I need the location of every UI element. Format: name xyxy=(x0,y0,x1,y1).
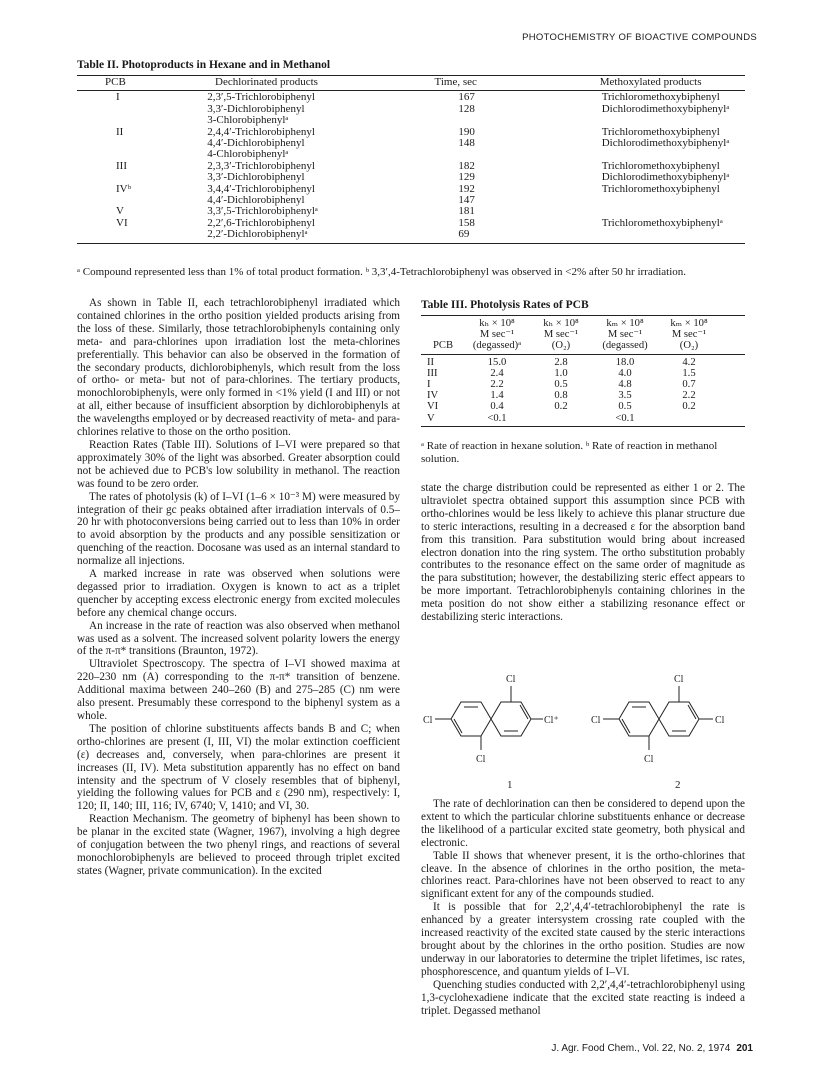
table3-footnote: ᵃ Rate of reaction in hexane solution. ᵇ Rate of reaction in methanol solution. xyxy=(421,440,718,465)
structure-2-cl-top: Cl xyxy=(674,674,684,685)
table3-cell: 2.2 xyxy=(490,379,504,391)
table2-cell xyxy=(77,115,203,126)
table2-row xyxy=(77,138,745,149)
table2-cell: III xyxy=(116,159,127,172)
right-paragraph: It is possible that for 2,2′,4,4′-tetrachlorobiphenyl the rate is enhanced by a greater intersystem crossing rate coupled with the increased reactivity of the excited state caused by the steric interactions brought about by the chlorines in the ortho position. Studies are now underway in our laboratories to determine the triplet lifetimes, isc rates, phosphorescence, and quantum yields of I–VI. xyxy=(421,901,745,978)
table2-cell: Trichloromethoxybiphenyl xyxy=(601,159,720,172)
page-number: 201 xyxy=(736,1043,753,1054)
table3-body xyxy=(421,355,745,427)
table2-cell: V xyxy=(116,205,124,218)
table2-cell xyxy=(77,149,203,160)
table3-cell: 0.2 xyxy=(682,401,696,413)
structure-1-cl-left: Cl xyxy=(423,715,433,726)
structure-1-cl-plus: Cl⁺ xyxy=(544,715,559,726)
table3-header-line: kₕ × 10⁸ xyxy=(479,318,515,329)
left-paragraph: The rates of photolysis (k) of I–VI (1–6 × 10⁻³ M) were measured by integration of their gc peaks obtained after irradiation intervals of 0.5–20 hr with photoconversions being carried out to less than 10% in order to avoid absorption by the products and any possible sensitization or quenching of the reaction. Docosane was used as an internal standard to normalize all injections. xyxy=(77,490,400,568)
table3-header-line: M sec⁻¹ xyxy=(543,329,579,341)
table2-cell: 4,4′-Dichlorobiphenyl xyxy=(207,194,305,207)
table3-cell: 1.4 xyxy=(490,390,504,402)
left-paragraph: Reaction Mechanism. The geometry of biphenyl has been shown to be planar in the excited state (Wagner, 1967), involving a high degree of conjugation between the two phenyl rings, and reactions of several monochlorobiphenyls are believed to proceed through triplet excited states (Wagner, private communication). In the excited xyxy=(77,813,400,877)
structure-1-label: 1 xyxy=(507,779,513,791)
table3-cell: II xyxy=(427,356,435,368)
table2-cell: 3,3′,5-Trichlorobiphenylᵃ xyxy=(207,205,318,218)
table2-footnote: ᵃ Compound represented less than 1% of total product formation. ᵇ 3,3′,4-Tetrachlorobiphenyl was observed in <2% after 50 hr irradiation. xyxy=(77,266,687,278)
table2-cell: Trichloromethoxybiphenyl xyxy=(601,125,720,138)
table3-caption: Table III. Photolysis Rates of PCB xyxy=(421,299,589,311)
right-paragraph: Quenching studies conducted with 2,2′,4,4′-tetrachlorobiphenyl using 1,3-cyclohexadiene indicate that the excited state reacting is indeed a triplet. Degassed methanol xyxy=(421,978,745,1017)
table2-cell: 167 xyxy=(458,91,475,104)
table3-cell: 0.8 xyxy=(554,390,568,402)
table2-cell: II xyxy=(116,125,124,138)
table2-cell: 2,3′,5-Trichlorobiphenyl xyxy=(207,91,315,104)
table3-header-line: PCB xyxy=(432,340,454,352)
table2-row xyxy=(77,229,745,240)
table2-cell: 2,3,3′-Trichlorobiphenyl xyxy=(207,159,315,172)
table2-row xyxy=(77,218,745,229)
table2-cell: 3,3′-Dichlorobiphenyl xyxy=(207,171,305,184)
table2-cell: Trichloromethoxybiphenyl xyxy=(601,91,720,104)
structure-2-label: 2 xyxy=(675,779,681,791)
table3-header-cell xyxy=(529,318,593,352)
table2-cell: 129 xyxy=(458,171,475,184)
table2-cell: 3,4,4′-Trichlorobiphenyl xyxy=(207,182,315,195)
table3-cell: 15.0 xyxy=(487,356,507,368)
table3-row xyxy=(421,401,745,412)
table2-cell xyxy=(376,149,601,160)
structure-2-cl-bottom: Cl xyxy=(644,754,654,765)
table3-header-cell xyxy=(421,318,465,352)
table3-cell: IV xyxy=(427,390,439,402)
table3-cell: I xyxy=(427,379,431,391)
table3-header-line: kₘ × 10⁸ xyxy=(670,318,708,329)
page-footer xyxy=(551,1043,753,1054)
table3-row xyxy=(421,357,745,368)
table2-cell: Dichlorodimethoxybiphenylᵃ xyxy=(601,137,730,150)
table2-row xyxy=(77,195,745,206)
table3-header-line: kₘ × 10⁸ xyxy=(606,318,644,329)
table2-cell: 148 xyxy=(458,137,475,150)
table2-header-cell: Dechlorinated products xyxy=(215,76,318,88)
table3-cell: 4.0 xyxy=(618,367,632,379)
table3-header-cell xyxy=(593,318,657,352)
table2-row xyxy=(77,104,745,115)
table2-cell: 128 xyxy=(458,102,475,115)
table3-row xyxy=(421,390,745,401)
table2-cell: Dichlorodimethoxybiphenylᵃ xyxy=(601,102,730,115)
table2-cell xyxy=(77,172,203,183)
table3-header-cell xyxy=(657,318,721,352)
structure-2 xyxy=(603,686,713,750)
table3-header-line: kₕ × 10⁸ xyxy=(543,318,579,329)
table2 xyxy=(77,75,745,244)
right-paragraph: state the charge distribution could be represented as either 1 or 2. The ultraviolet spectra obtained support this assumption since PCB with ortho-chlorines would be less likely to achieve this planar structure due to steric interactions, resulting in a decreased ε for the absorption band from this transition. Para substitution would bring about increased electron donation into the ring system. The ortho substitution probably contributes to the resonance effect on the same order of magnitude as the para substitution; however, the destabilizing steric effect appears to be more important. Tetrachlorobiphenyls containing chlorines in the meta position do not show either a stabilizing resonance effect or destabilizing steric interactions. xyxy=(421,482,745,624)
structure-1-cl-top: Cl xyxy=(506,674,516,685)
table2-cell: I xyxy=(116,91,120,104)
table3-header-line: (degassed)ᵃ xyxy=(472,340,522,352)
table3-header-line: M sec⁻¹ xyxy=(607,329,643,341)
table3-cell: 2.2 xyxy=(682,390,696,402)
table2-cell: Trichloromethoxybiphenylᵃ xyxy=(601,216,723,229)
table2-row xyxy=(77,184,745,195)
table2-cell: 2,4,4′-Trichlorobiphenyl xyxy=(207,125,315,138)
table3-cell: 18.0 xyxy=(615,356,635,368)
table2-cell: 2,2′,6-Trichlorobiphenyl xyxy=(207,216,315,229)
table3-row xyxy=(421,379,745,390)
table2-cell: Trichloromethoxybiphenyl xyxy=(601,182,720,195)
table3-cell: 0.2 xyxy=(554,401,568,413)
table3-cell: V xyxy=(427,412,435,424)
table3-cell: VI xyxy=(427,401,439,413)
structure-1-cl-bottom: Cl xyxy=(476,754,486,765)
structure-2-cl-right: Cl xyxy=(715,715,725,726)
table2-cell xyxy=(602,229,745,240)
table3-cell: 1.5 xyxy=(682,367,696,379)
table2-cell: IVᵇ xyxy=(116,182,132,195)
left-paragraph: An increase in the rate of reaction was also observed when methanol was used as a solvent. The increased solvent polarity lowers the energy of the π-π* transitions (Braunton, 1972). xyxy=(77,619,400,658)
right-paragraph: Table II shows that whenever present, it is the ortho-chlorines that cleave. In the absence of chlorines in the ortho position, the meta-chlorines react. Para-chlorines have not been observed to react to any significant extent for any of the compounds studied. xyxy=(421,849,745,901)
table3-header-line: (O₂) xyxy=(551,340,571,352)
table3-header xyxy=(421,315,745,355)
table3-cell: 1.0 xyxy=(554,367,568,379)
table3-header-cell xyxy=(465,318,529,352)
table2-cell xyxy=(602,195,745,206)
table2-cell: 147 xyxy=(458,194,475,207)
table3 xyxy=(421,315,745,427)
chemical-structures xyxy=(421,650,745,810)
table3-cell: 2.8 xyxy=(554,356,568,368)
table3-row xyxy=(421,368,745,379)
table3-cell: <0.1 xyxy=(487,412,507,424)
table2-header-cell: Methoxylated products xyxy=(599,76,702,88)
table2-cell xyxy=(77,195,203,206)
table2-row xyxy=(77,172,745,183)
table2-body xyxy=(77,91,745,243)
table2-cell xyxy=(77,229,203,240)
table2-cell: VI xyxy=(116,216,128,229)
left-column xyxy=(77,297,400,878)
journal-citation: J. Agr. Food Chem., Vol. 22, No. 2, 1974 xyxy=(551,1043,731,1054)
table3-cell: 4.2 xyxy=(682,356,696,368)
table2-cell: 3,3′-Dichlorobiphenyl xyxy=(207,102,305,115)
table3-cell: 3.5 xyxy=(618,390,632,402)
table2-cell: 192 xyxy=(458,182,475,195)
structure-2-cl-left: Cl xyxy=(591,715,601,726)
table2-header xyxy=(77,75,745,91)
table2-caption: Table II. Photoproducts in Hexane and in Methanol xyxy=(77,59,331,71)
table2-cell xyxy=(602,115,745,126)
table2-cell: Dichlorodimethoxybiphenylᵃ xyxy=(601,171,730,184)
left-paragraph: Ultraviolet Spectroscopy. The spectra of I–VI showed maxima at 220–230 nm (A) corresponding to the π-π* transition of benzene. Additional maxima between 240–260 (B) and 275–285 (C) nm were also present. Presumably these correspond to the biphenyl system as a whole. xyxy=(77,658,400,722)
table2-cell: 4-Chlorobiphenylᵃ xyxy=(207,148,289,161)
left-paragraph: Reaction Rates (Table III). Solutions of I–VI were prepared so that approximately 30% of the light was absorbed. Greater absorption could not be achieved due to PCB's low solubility in methanol. The reaction was found to be zero order. xyxy=(77,438,400,490)
table3-cell: 0.4 xyxy=(490,401,504,413)
table2-cell: 158 xyxy=(458,216,475,229)
left-paragraph: A marked increase in rate was observed when solutions were degassed prior to irradiation. Oxygen is known to act as a triplet quencher by accepting excess electronic energy from excited molecules before any chemical change occurs. xyxy=(77,568,400,619)
right-column-lower xyxy=(421,798,745,1017)
table2-cell: 3-Chlorobiphenylᵃ xyxy=(207,114,289,127)
left-paragraph: The position of chlorine substituents affects bands B and C; when ortho-chlorines are present (I, III, VI) the molar extinction coefficient (ε) decreases and, conversely, when para-chlorines are present it increases (II, IV). Meta substitution apparently has no effect on band intensity and the spectrum of V closely resembles that of biphenyl, yielding the following values for PCB and ε (290 nm), respectively: I, 120; II, 140; III, 116; IV, 6740; V, 1410; and VI, 30. xyxy=(77,722,400,813)
table3-cell: 0.5 xyxy=(618,401,632,413)
running-head: PHOTOCHEMISTRY OF BIOACTIVE COMPOUNDS xyxy=(522,32,757,43)
table2-cell: 181 xyxy=(458,205,475,218)
table3-cell: 4.8 xyxy=(618,379,632,391)
table3-header-line: M sec⁻¹ xyxy=(671,329,707,341)
table2-header-cell: Time, sec xyxy=(434,76,477,88)
table3-cell xyxy=(529,413,593,424)
left-paragraph: As shown in Table II, each tetrachlorobiphenyl irradiated which contained chlorines in the ortho position yielded products arising from the loss of these. Similarly, those tetrachlorobiphenyls containing only meta- and para-chlorines upon irradiation lost the meta-chlorines preferentially. This behavior can also be observed in the formation of the secondary products, dichlorobiphenyls, which result from the loss of ortho- or meta- but not of para-chlorines. The tertiary products, monochlorobiphenyls, were only formed in <1% yield (I and III) or not at all, either because of insufficient absorption by dichlorobiphenyls at the wavelengths employed or by decreased reactivity of meta- and para-chlorines relative to those on the ortho position. xyxy=(77,297,400,439)
table2-cell: 4,4′-Dichlorobiphenyl xyxy=(207,137,305,150)
table2-cell xyxy=(77,104,203,115)
table3-cell: 0.5 xyxy=(554,379,568,391)
table2-cell: 190 xyxy=(458,125,475,138)
table2-cell xyxy=(376,115,601,126)
table3-cell: <0.1 xyxy=(615,412,635,424)
table2-cell: 2,2′-Dichlorobiphenylᵃ xyxy=(207,228,308,241)
table2-cell: 69 xyxy=(458,228,470,241)
right-paragraph: The rate of dechlorination can then be considered to depend upon the extent to which the particular chlorine substituents enhance or decrease the likelihood of a particular excited state geometry, both physical and electronic. xyxy=(421,798,745,849)
table3-header-line: (degassed) xyxy=(602,340,648,352)
table2-row xyxy=(77,115,745,126)
table3-row xyxy=(421,413,745,424)
table2-cell xyxy=(77,138,203,149)
table3-cell xyxy=(657,413,721,424)
structure-1 xyxy=(435,686,543,750)
table3-header-line: (O₂) xyxy=(679,340,699,352)
table2-header-cell: PCB xyxy=(105,76,126,88)
table3-cell: III xyxy=(427,367,438,379)
table3-cell: 0.7 xyxy=(682,379,696,391)
table2-cell: 182 xyxy=(458,159,475,172)
right-column xyxy=(421,482,745,624)
table3-cell: 2.4 xyxy=(490,367,504,379)
table3-header-line: M sec⁻¹ xyxy=(479,329,515,341)
